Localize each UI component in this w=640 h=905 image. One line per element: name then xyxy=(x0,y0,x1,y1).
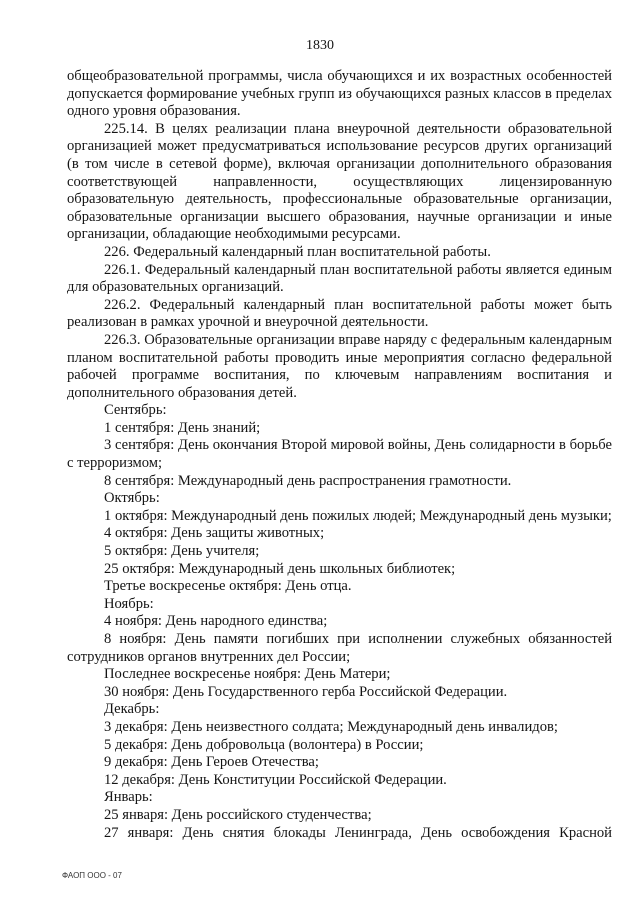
paragraph: 226.1. Федеральный календарный план воспитательной работы является единым для образовательных организаций. xyxy=(67,261,612,296)
calendar-entry: 27 января: День снятия блокады Ленинграда, День освобождения Красной xyxy=(104,824,612,841)
calendar-entry: 3 сентября: День окончания Второй мировой войны, День солидарности в борьбе с терроризмом; xyxy=(67,437,612,472)
calendar-entry: 12 декабря: День Конституции Российской Федерации. xyxy=(104,771,447,788)
paragraph: 226.2. Федеральный календарный план воспитательной работы может быть реализован в рамках урочной и внеурочной деятельности. xyxy=(67,296,612,331)
document-body xyxy=(67,68,612,842)
calendar-entry: 4 ноября: День народного единства; xyxy=(104,613,328,630)
calendar-entry: 3 декабря: День неизвестного солдата; Международный день инвалидов; xyxy=(104,718,558,735)
calendar-entry: 1 октября: Международный день пожилых людей; Международный день музыки; xyxy=(104,507,612,524)
calendar-entry: 9 декабря: День Героев Отечества; xyxy=(104,754,319,771)
calendar-entry: 8 сентября: Международный день распространения грамотности. xyxy=(104,472,512,489)
month-heading: Декабрь: xyxy=(104,701,160,718)
paragraph: 226. Федеральный календарный план воспитательной работы. xyxy=(104,243,491,260)
calendar-entry: Третье воскресенье октября: День отца. xyxy=(104,578,352,595)
calendar-entry: Последнее воскресенье ноября: День Матери; xyxy=(104,666,391,683)
calendar-entry: 5 декабря: День добровольца (волонтера) в России; xyxy=(104,736,424,753)
month-heading: Октябрь: xyxy=(104,490,160,507)
paragraph: общеобразовательной программы, числа обучающихся и их возрастных особенностей допускается формирование учебных групп из обучающихся разных классов в пределах одного уровня образования. xyxy=(67,68,612,120)
month-heading: Январь: xyxy=(104,789,153,806)
calendar-entry: 25 октября: Международный день школьных библиотек; xyxy=(104,560,456,577)
calendar-entry: 30 ноября: День Государственного герба Российской Федерации. xyxy=(104,683,508,700)
calendar-entry: 5 октября: День учителя; xyxy=(104,543,260,560)
month-heading: Ноябрь: xyxy=(104,595,154,612)
calendar-entry: 1 сентября: День знаний; xyxy=(104,419,261,436)
month-heading: Сентябрь: xyxy=(104,402,167,419)
calendar-entry: 8 ноября: День памяти погибших при исполнении служебных обязанностей сотрудников органов внутренних дел России; xyxy=(67,631,612,665)
paragraph: 225.14. В целях реализации плана внеурочной деятельности образовательной организацией может предусматриваться использование ресурсов других организаций (в том числе в сетевой форме), включая организации дополнительного образования соответствующей направленности, осуществляющих лицензированную образовательную деятельность, профессиональные образовательные организации, образовательные организации высшего образования, научные организации и иные организации, обладающие необходимыми ресурсами. xyxy=(67,120,612,243)
page-number: 1830 xyxy=(306,38,334,53)
calendar-entry: 25 января: День российского студенчества; xyxy=(104,806,372,823)
calendar-entry: 4 октября: День защиты животных; xyxy=(104,525,325,542)
paragraph: 226.3. Образовательные организации вправе наряду с федеральным календарным планом воспитательной работы проводить иные мероприятия согласно федеральной рабочей программе воспитания, по ключевым направлениям воспитания и дополнительного образования детей. xyxy=(67,331,612,401)
footer-code: ФАОП ООО - 07 xyxy=(62,871,122,880)
